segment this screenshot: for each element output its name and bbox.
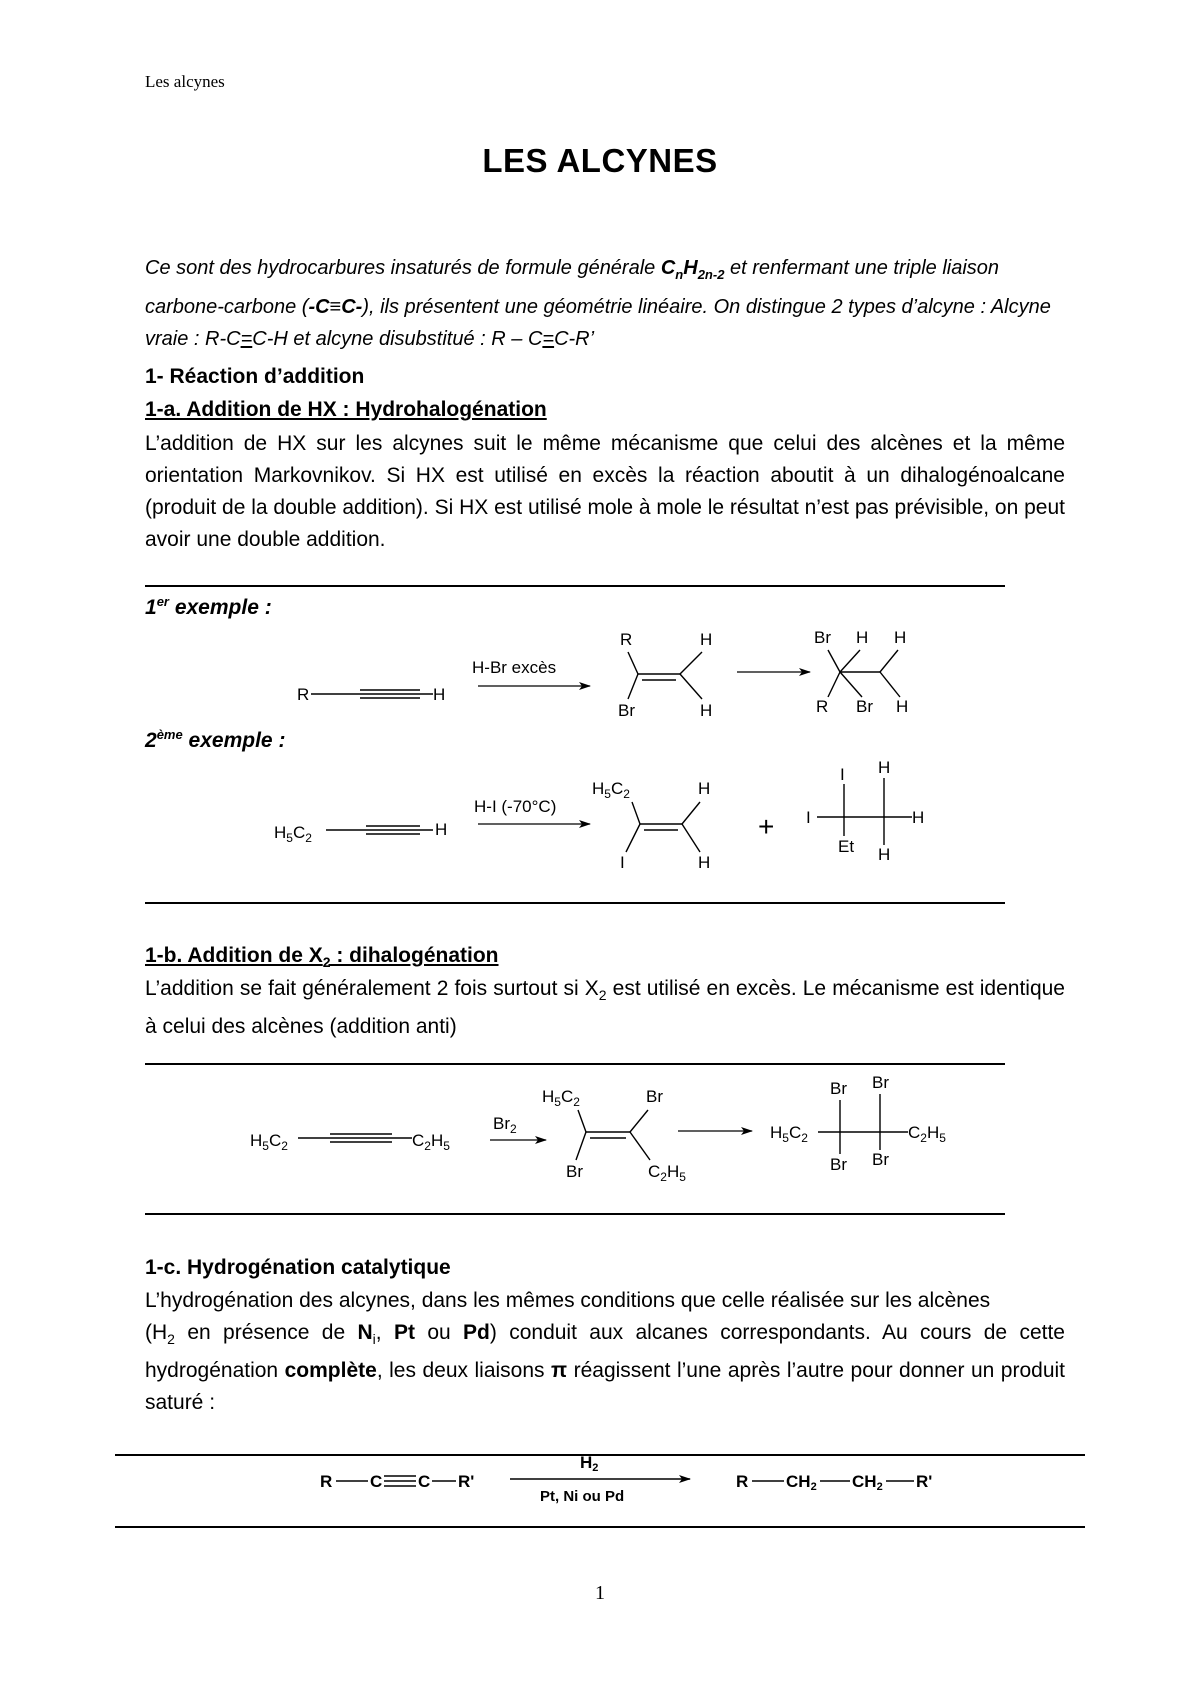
triple-bond — [311, 690, 433, 698]
reactant-c1-label: C — [370, 1472, 383, 1491]
product-bonds — [828, 650, 900, 697]
reactant-r-label: R — [320, 1472, 333, 1491]
section-1b-heading: 1-b. Addition de $X_2$ : dihalogénation — [145, 944, 499, 971]
product-br-3: Br — [830, 1155, 847, 1174]
product-bottom-1: R — [816, 697, 829, 716]
product-ch2-1: CH2 — [786, 1472, 817, 1493]
plus-sign: + — [758, 811, 775, 842]
section-1a-text: L’addition de HX sur les alcynes suit le même mécanisme que celui des alcènes et la même orientation Markovnikov. Si HX est utilisé en excès la réaction aboutit à un dihalogénoalcane (produit de la double addition). Si HX est utilisé mole à mole le résultat n’est pas prévisible, on peut avoir une double addition. — [145, 432, 1065, 551]
reagent-r-label: R — [297, 685, 310, 704]
product-left: I — [806, 808, 811, 827]
alkene-top-left: R — [620, 630, 633, 649]
product-br-1: Br — [830, 1079, 847, 1098]
section-1c-heading: 1-c. Hydrogénation catalytique — [145, 1256, 451, 1279]
alkene-top-right: Br — [646, 1087, 663, 1106]
product-top-2: H — [856, 628, 869, 647]
page-number: 1 — [595, 1582, 605, 1604]
product-bottom-right: H — [878, 845, 891, 864]
example-1-label: 1er exemple : — [145, 594, 272, 619]
example-4-scheme — [320, 1453, 932, 1505]
product-bonds — [818, 1094, 908, 1154]
reactant-c2-label: C — [418, 1472, 431, 1491]
product-r2-label: R' — [916, 1472, 933, 1491]
condition-label: H-I (-70°C) — [474, 797, 557, 816]
example-2-scheme — [274, 758, 924, 872]
example-2-label: 2ème exemple : — [145, 727, 286, 752]
section-1c-text: L’hydrogénation des alcynes, dans les mêmes conditions que celle réalisée sur les alcènes ($H_2$ en présence de $N_i$, Pt ou Pd) conduit aux alcanes correspondants. Au cours de cette hydrogénation complète, les deux liaisons π réagissent l’une après l’autre pour donner un produit saturé : — [145, 1289, 1065, 1415]
section-1-heading: 1- Réaction d’addition — [145, 365, 365, 388]
page-title: LES ALCYNES — [482, 142, 718, 179]
product-top-1: Br — [814, 628, 831, 647]
alkene-bonds — [626, 802, 700, 852]
product-ch2-2: CH2 — [852, 1472, 883, 1493]
running-header: Les alcynes — [145, 72, 225, 91]
section-1b-text: L’addition se fait généralement 2 fois surtout si $X_2$ est utilisé en excès. Le mécanisme est identique à celui des alcènes (addition anti) — [145, 977, 1065, 1039]
reagent-ethyl-label: $H_5C_2$ — [274, 823, 312, 845]
example-3-scheme — [250, 1073, 946, 1184]
product-top-3: H — [894, 628, 907, 647]
alkene-top-left: $H_5C_2$ — [542, 1087, 580, 1109]
product-top-left: I — [840, 765, 845, 784]
alkene-top-right: H — [698, 779, 711, 798]
triple-bond — [298, 1134, 412, 1142]
alkene-top-left: $H_5C_2$ — [592, 779, 630, 801]
alkene-bottom-right: H — [700, 701, 713, 720]
alkene-bottom-left: Br — [566, 1162, 583, 1181]
reagent-left-ethyl: $H_5C_2$ — [250, 1131, 288, 1153]
triple-bond — [326, 826, 433, 834]
alkene-bonds — [576, 1110, 650, 1160]
product-right: H — [912, 808, 925, 827]
product-bottom-3: H — [896, 697, 909, 716]
product-br-4: Br — [872, 1150, 889, 1169]
alkene-bottom-left: Br — [618, 701, 635, 720]
alkene-bonds — [628, 652, 702, 699]
product-bonds — [817, 778, 912, 845]
intro-paragraph: Ce sont des hydrocarbures insaturés de formule générale $C_nH_{2n-2}$ et renfermant une triple liaison carbone-carbone (-C≡C-), ils présentent une géométrie linéaire. On distingue 2 types d’alcyne : Alcyne vraie : R-C=C-H et alcyne disubstitué : R – C=C-R’ — [145, 257, 1051, 350]
reagent-br2-label: $Br_2$ — [493, 1114, 517, 1136]
section-1a-heading: 1-a. Addition de HX : Hydrohalogénation — [145, 398, 547, 421]
alkene-bottom-right: H — [698, 853, 711, 872]
alkene-bottom-left: I — [620, 853, 625, 872]
product-right-ethyl: $C_2H_5$ — [908, 1123, 946, 1145]
reagent-h2-label: H2 — [580, 1453, 599, 1474]
reactant-r2-label: R' — [458, 1472, 475, 1491]
reagent-h-label: H — [435, 820, 448, 839]
reagent-right-ethyl: $C_2H_5$ — [412, 1131, 450, 1153]
product-r-label: R — [736, 1472, 749, 1491]
product-br-2: Br — [872, 1073, 889, 1092]
alkene-top-right: H — [700, 630, 713, 649]
reactant-bonds — [336, 1476, 456, 1486]
product-left-ethyl: $H_5C_2$ — [770, 1123, 808, 1145]
product-bottom-left: Et — [838, 837, 855, 856]
condition-label: H-Br excès — [472, 658, 557, 677]
product-bottom-2: Br — [856, 697, 873, 716]
catalyst-label: Pt, Ni ou Pd — [540, 1488, 625, 1505]
product-top-right: H — [878, 758, 891, 777]
alkene-bottom-right: $C_2H_5$ — [648, 1162, 686, 1184]
reagent-h-label: H — [433, 685, 446, 704]
example-1-scheme — [297, 628, 908, 720]
